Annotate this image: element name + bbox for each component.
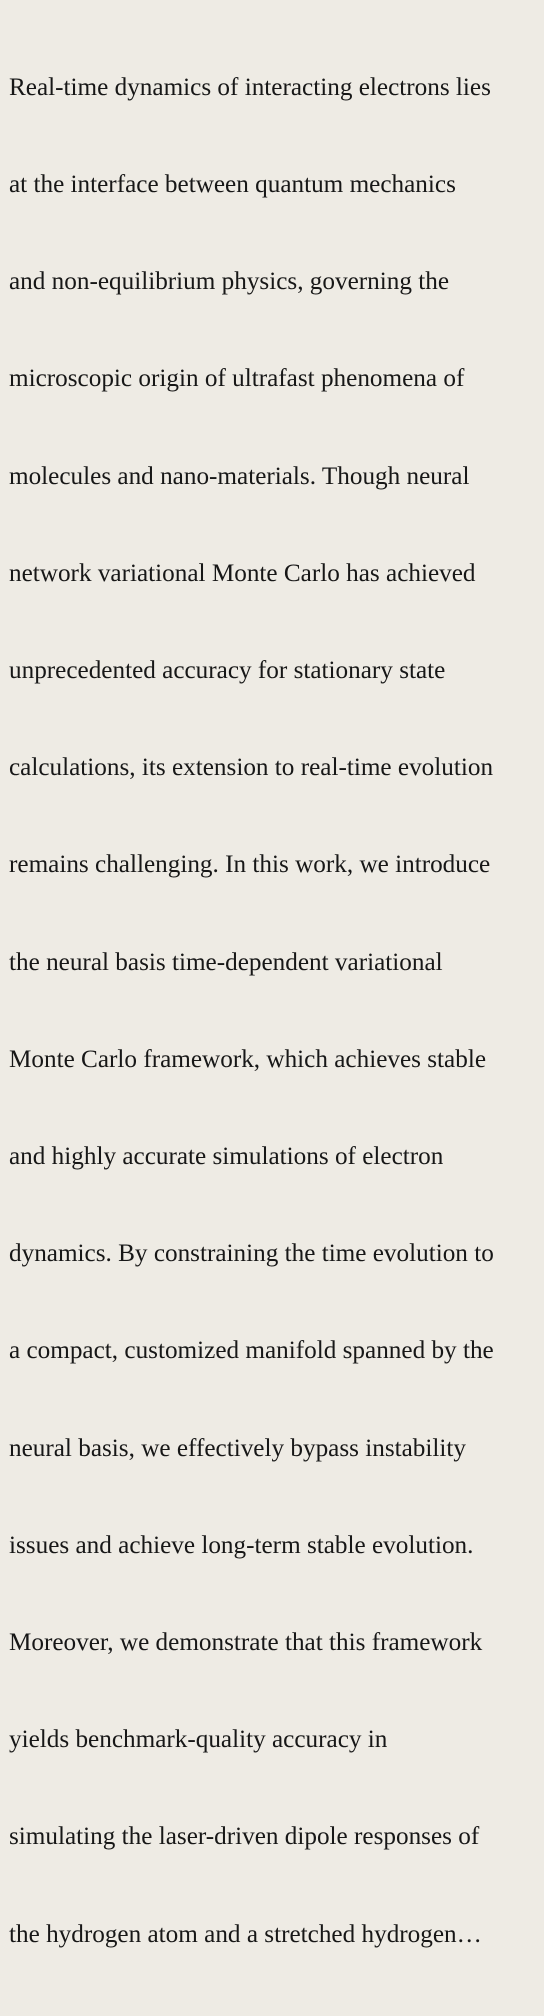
- abstract-line: Moreover, we demonstrate that this framework: [9, 1629, 483, 1657]
- abstract-line: remains challenging. In this work, we introduce: [9, 851, 491, 879]
- abstract-line: Monte Carlo framework, which achieves stable: [9, 1045, 487, 1073]
- abstract-line: neural basis, we effectively bypass instability: [9, 1434, 466, 1462]
- abstract-line: microscopic origin of ultrafast phenomena of: [9, 365, 465, 393]
- abstract-line: a compact, customized manifold spanned by the: [9, 1337, 494, 1365]
- abstract-line: yields benchmark-quality accuracy in: [9, 1726, 388, 1754]
- abstract-line: dynamics. By constraining the time evolution to: [9, 1240, 494, 1268]
- abstract-line: and highly accurate simulations of electron: [9, 1143, 444, 1171]
- abstract-line: simulating the laser-driven dipole responses of: [9, 1823, 480, 1851]
- abstract-line: network variational Monte Carlo has achieved: [9, 559, 476, 587]
- abstract-line: the neural basis time-dependent variational: [9, 948, 443, 976]
- abstract-line: calculations, its extension to real-time evolution: [9, 754, 494, 782]
- abstract-text: [9, 7, 544, 2016]
- abstract-line: at the interface between quantum mechanics: [9, 171, 456, 199]
- abstract-line: molecules and nano-materials. Though neural: [9, 462, 470, 490]
- abstract-line: and non-equilibrium physics, governing the: [9, 268, 450, 296]
- abstract-line: issues and achieve long-term stable evolution.: [9, 1531, 474, 1559]
- abstract-line: the hydrogen atom and a stretched hydrogen…: [9, 1920, 482, 1948]
- abstract-line: Real-time dynamics of interacting electrons lies: [9, 73, 491, 101]
- abstract-line: unprecedented accuracy for stationary state: [9, 657, 446, 685]
